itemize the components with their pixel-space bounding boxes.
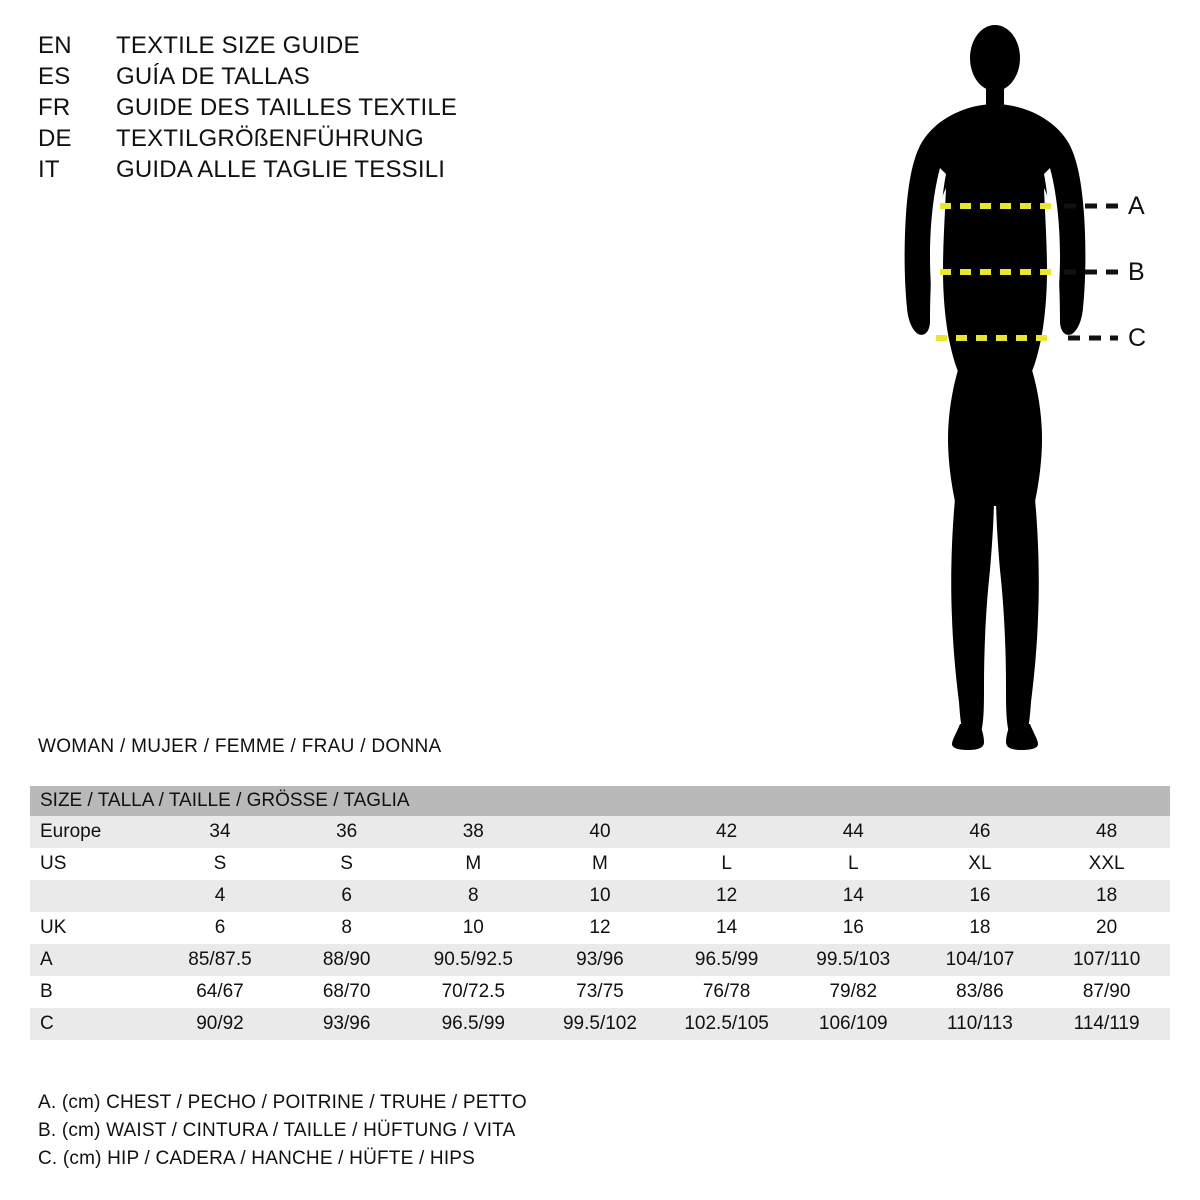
female-body-figure — [860, 18, 1180, 758]
language-row — [38, 94, 758, 125]
cell: 64/67 — [157, 976, 284, 1008]
cell: 83/86 — [917, 976, 1044, 1008]
cell: 6 — [283, 880, 410, 912]
measurement-legend — [38, 1092, 1038, 1176]
cell: 93/96 — [283, 1008, 410, 1040]
cell: 79/82 — [790, 976, 917, 1008]
language-title: TEXTILGRÖßENFÜHRUNG — [116, 125, 424, 152]
row-label: C — [30, 1008, 157, 1040]
cell: 42 — [663, 816, 790, 848]
cell: 99.5/103 — [790, 944, 917, 976]
cell: 88/90 — [283, 944, 410, 976]
table-row — [30, 816, 1170, 848]
language-row — [38, 32, 758, 63]
cell: 85/87.5 — [157, 944, 284, 976]
cell: 38 — [410, 816, 537, 848]
section-title: WOMAN / MUJER / FEMME / FRAU / DONNA — [38, 736, 442, 757]
cell: 110/113 — [917, 1008, 1044, 1040]
language-title: GUÍA DE TALLAS — [116, 63, 310, 90]
cell: 34 — [157, 816, 284, 848]
cell: 12 — [537, 912, 664, 944]
row-label: UK — [30, 912, 157, 944]
table-header-row — [30, 786, 1170, 816]
cell: 104/107 — [917, 944, 1044, 976]
cell: 96.5/99 — [663, 944, 790, 976]
cell: S — [157, 848, 284, 880]
size-table-container — [30, 786, 1170, 1040]
cell: 6 — [157, 912, 284, 944]
cell: 14 — [663, 912, 790, 944]
cell: 18 — [1043, 880, 1170, 912]
row-label: US — [30, 848, 157, 880]
cell: 16 — [790, 912, 917, 944]
legend-item-a: A. (cm) CHEST / PECHO / POITRINE / TRUHE / PETTO — [38, 1092, 527, 1113]
female-silhouette-icon — [860, 18, 1180, 758]
cell: S — [283, 848, 410, 880]
cell: 4 — [157, 880, 284, 912]
cell: M — [410, 848, 537, 880]
cell: L — [663, 848, 790, 880]
language-row — [38, 156, 758, 187]
cell: 114/119 — [1043, 1008, 1170, 1040]
cell: 12 — [663, 880, 790, 912]
language-row — [38, 125, 758, 156]
language-code: DE — [38, 125, 72, 152]
cell: XXL — [1043, 848, 1170, 880]
cell: 44 — [790, 816, 917, 848]
cell: 40 — [537, 816, 664, 848]
language-title-block — [38, 32, 758, 187]
cell: 73/75 — [537, 976, 664, 1008]
row-label: A — [30, 944, 157, 976]
table-row — [30, 944, 1170, 976]
table-row — [30, 976, 1170, 1008]
cell: 36 — [283, 816, 410, 848]
cell: 46 — [917, 816, 1044, 848]
cell: 99.5/102 — [537, 1008, 664, 1040]
measure-label-a: A — [1128, 192, 1145, 220]
language-code: FR — [38, 94, 71, 121]
cell: 96.5/99 — [410, 1008, 537, 1040]
row-label: Europe — [30, 816, 157, 848]
cell: 70/72.5 — [410, 976, 537, 1008]
language-code: ES — [38, 63, 71, 90]
cell: 8 — [410, 880, 537, 912]
row-label — [30, 880, 157, 912]
cell: 8 — [283, 912, 410, 944]
language-title: GUIDE DES TAILLES TEXTILE — [116, 94, 458, 121]
table-row — [30, 1008, 1170, 1040]
measure-label-c: C — [1128, 324, 1147, 352]
cell: 18 — [917, 912, 1044, 944]
cell: 16 — [917, 880, 1044, 912]
cell: 87/90 — [1043, 976, 1170, 1008]
cell: 93/96 — [537, 944, 664, 976]
cell: 14 — [790, 880, 917, 912]
cell: 20 — [1043, 912, 1170, 944]
table-row — [30, 880, 1170, 912]
cell: L — [790, 848, 917, 880]
language-title: GUIDA ALLE TAGLIE TESSILI — [116, 156, 446, 183]
cell: 10 — [537, 880, 664, 912]
legend-item-c: C. (cm) HIP / CADERA / HANCHE / HÜFTE / HIPS — [38, 1148, 476, 1169]
cell: M — [537, 848, 664, 880]
cell: 10 — [410, 912, 537, 944]
table-header-label: SIZE / TALLA / TAILLE / GRÖSSE / TAGLIA — [30, 786, 1170, 816]
cell: 102.5/105 — [663, 1008, 790, 1040]
legend-item-b: B. (cm) WAIST / CINTURA / TAILLE / HÜFTUNG / VITA — [38, 1120, 516, 1141]
cell: 90/92 — [157, 1008, 284, 1040]
size-table — [30, 786, 1170, 1040]
measure-label-b: B — [1128, 258, 1145, 286]
language-row — [38, 63, 758, 94]
cell: 68/70 — [283, 976, 410, 1008]
table-row — [30, 912, 1170, 944]
cell: 107/110 — [1043, 944, 1170, 976]
table-row — [30, 848, 1170, 880]
cell: 106/109 — [790, 1008, 917, 1040]
cell: XL — [917, 848, 1044, 880]
cell: 76/78 — [663, 976, 790, 1008]
language-code: IT — [38, 156, 60, 183]
language-title: TEXTILE SIZE GUIDE — [116, 32, 360, 59]
row-label: B — [30, 976, 157, 1008]
cell: 90.5/92.5 — [410, 944, 537, 976]
cell: 48 — [1043, 816, 1170, 848]
language-code: EN — [38, 32, 72, 59]
